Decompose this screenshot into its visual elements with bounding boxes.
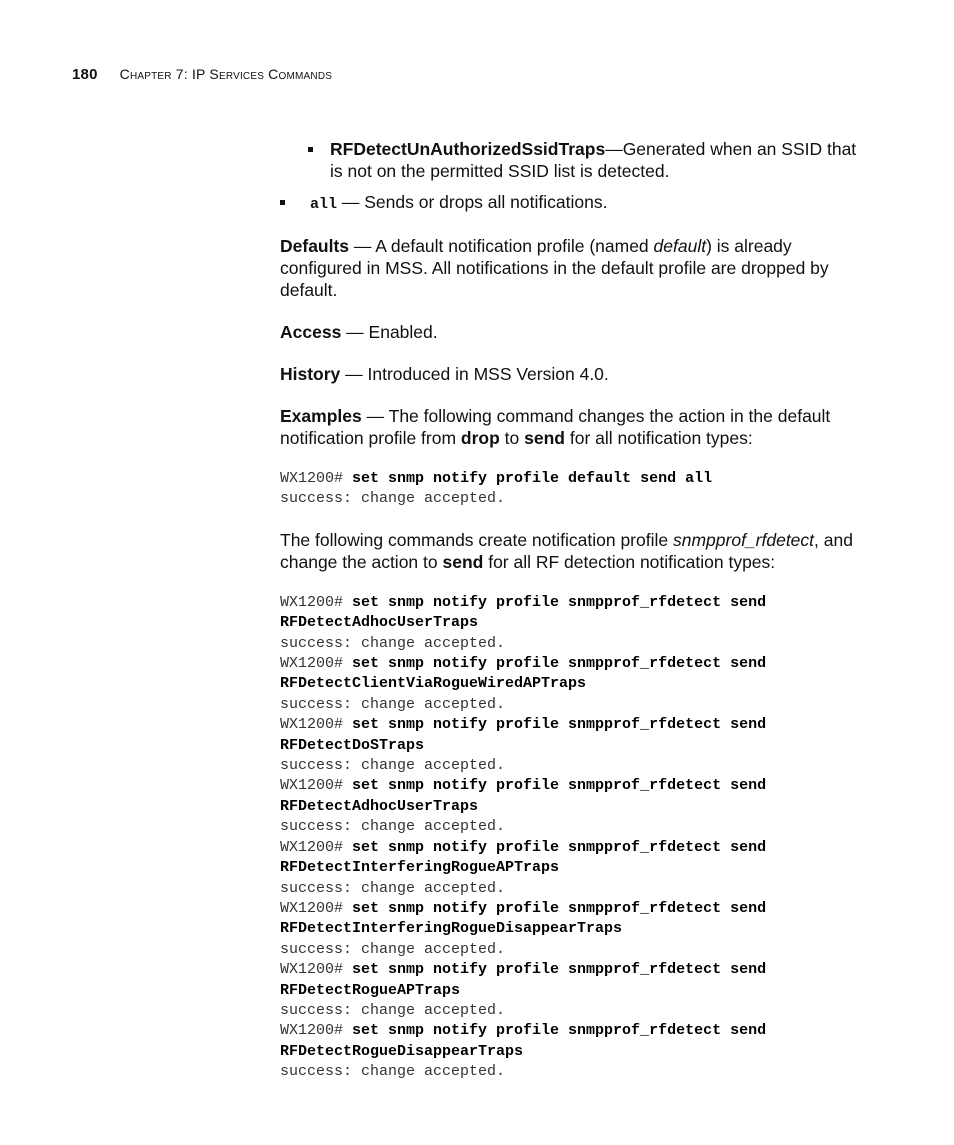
cli-output: success: change accepted. xyxy=(280,695,506,713)
bullet-rfdetect-unauthorized-ssid xyxy=(280,138,870,182)
cli-command: set snmp notify profile snmpprof_rfdetect send xyxy=(352,899,767,917)
code-block-default xyxy=(280,469,870,510)
cli-command: set snmp notify profile snmpprof_rfdetect send xyxy=(352,593,767,611)
cli-command-trap: RFDetectAdhocUserTraps xyxy=(280,614,479,632)
cli-command-trap: RFDetectDoSTraps xyxy=(280,736,425,754)
cli-command: set snmp notify profile snmpprof_rfdetect send xyxy=(352,961,767,979)
para-italic: snmpprof_rfdetect xyxy=(672,529,815,550)
cli-output: success: change accepted. xyxy=(280,1063,506,1081)
bullet-text: —Generated when an SSID that is not on the permitted SSID list is detected. xyxy=(330,139,857,181)
cli-output: success: change accepted. xyxy=(280,757,506,775)
cli-prompt: WX1200# xyxy=(280,899,353,917)
defaults-label: Defaults xyxy=(280,236,350,256)
examples-text: — The following command changes the action in the default notification profile from xyxy=(280,406,831,448)
command-group xyxy=(280,899,870,960)
cli-command: set snmp notify profile snmpprof_rfdetect send xyxy=(352,655,767,673)
cli-output: success: change accepted. xyxy=(280,490,506,508)
history-paragraph xyxy=(280,363,870,385)
bullet-term: RFDetectUnAuthorizedSsidTraps xyxy=(330,139,606,159)
cli-command: set snmp notify profile snmpprof_rfdetect send xyxy=(352,777,767,795)
cli-command: set snmp notify profile snmpprof_rfdetect send xyxy=(352,716,767,734)
command-group xyxy=(280,838,870,899)
code-line xyxy=(280,715,870,735)
bullet-square-icon xyxy=(280,200,285,205)
command-group xyxy=(280,715,870,776)
para-text-3: for all RF detection notification types: xyxy=(483,551,776,572)
cli-prompt: WX1200# xyxy=(280,470,353,487)
cli-prompt: WX1200# xyxy=(280,655,353,673)
bullet-all xyxy=(280,191,870,216)
code-line xyxy=(280,960,870,980)
page-header xyxy=(72,66,332,83)
command-group xyxy=(280,776,870,837)
code-line xyxy=(280,1021,870,1041)
cli-output: success: change accepted. xyxy=(280,634,506,652)
code-line xyxy=(280,469,870,489)
access-label: Access xyxy=(280,322,342,342)
cli-prompt: WX1200# xyxy=(280,777,353,795)
chapter-title: Chapter 7: IP Services Commands xyxy=(119,66,333,82)
examples-text-2: to xyxy=(499,428,525,448)
code-line xyxy=(280,593,870,613)
rfdetect-paragraph xyxy=(280,529,870,573)
command-group xyxy=(280,1021,870,1082)
cli-prompt: WX1200# xyxy=(280,961,353,979)
access-text: — Enabled. xyxy=(341,322,438,342)
cli-command-trap: RFDetectClientViaRogueWiredAPTraps xyxy=(280,675,587,693)
cli-output: success: change accepted. xyxy=(280,1001,506,1019)
cli-prompt: WX1200# xyxy=(280,838,353,856)
defaults-italic: default xyxy=(653,236,707,256)
cli-output: success: change accepted. xyxy=(280,940,506,958)
para-text-2: , and change the action to xyxy=(280,529,853,572)
cli-command-trap: RFDetectAdhocUserTraps xyxy=(280,797,479,815)
cli-output: success: change accepted. xyxy=(280,879,506,897)
examples-drop: drop xyxy=(460,428,500,448)
cli-prompt: WX1200# xyxy=(280,1022,353,1040)
history-label: History xyxy=(280,364,341,384)
command-group xyxy=(280,960,870,1021)
examples-text-3: for all notification types: xyxy=(565,428,753,448)
access-paragraph xyxy=(280,321,870,343)
cli-prompt: WX1200# xyxy=(280,593,353,611)
bullet-square-icon xyxy=(308,147,313,152)
cli-command: set snmp notify profile snmpprof_rfdetect send xyxy=(352,1022,767,1040)
bullet-term-code: all xyxy=(310,196,338,213)
defaults-paragraph xyxy=(280,235,870,301)
examples-label: Examples xyxy=(280,406,362,426)
command-group xyxy=(280,593,870,654)
cli-command-trap: RFDetectRogueAPTraps xyxy=(280,981,461,999)
code-line xyxy=(280,776,870,796)
examples-send: send xyxy=(524,428,565,448)
page-content xyxy=(280,138,870,1083)
code-line xyxy=(280,654,870,674)
para-bold: send xyxy=(442,551,484,572)
para-text: The following commands create notification profile xyxy=(280,529,673,550)
cli-command-trap: RFDetectInterferingRogueAPTraps xyxy=(280,859,560,877)
page-number: 180 xyxy=(72,66,98,83)
cli-command: set snmp notify profile default send all xyxy=(352,470,713,487)
command-group xyxy=(280,654,870,715)
cli-output: success: change accepted. xyxy=(280,818,506,836)
code-line xyxy=(280,838,870,858)
defaults-text-2: ) is already configured in MSS. All notifications in the default profile are dropped by default. xyxy=(280,236,829,300)
defaults-text: — A default notification profile (named xyxy=(349,236,654,256)
code-block-rfdetect xyxy=(280,593,870,1083)
cli-prompt: WX1200# xyxy=(280,716,353,734)
cli-command-trap: RFDetectRogueDisappearTraps xyxy=(280,1042,524,1060)
examples-paragraph xyxy=(280,405,870,449)
history-text: — Introduced in MSS Version 4.0. xyxy=(340,364,609,384)
code-line xyxy=(280,899,870,919)
cli-command: set snmp notify profile snmpprof_rfdetect send xyxy=(352,838,767,856)
cli-command-trap: RFDetectInterferingRogueDisappearTraps xyxy=(280,920,623,938)
bullet-text: — Sends or drops all notifications. xyxy=(337,192,608,212)
